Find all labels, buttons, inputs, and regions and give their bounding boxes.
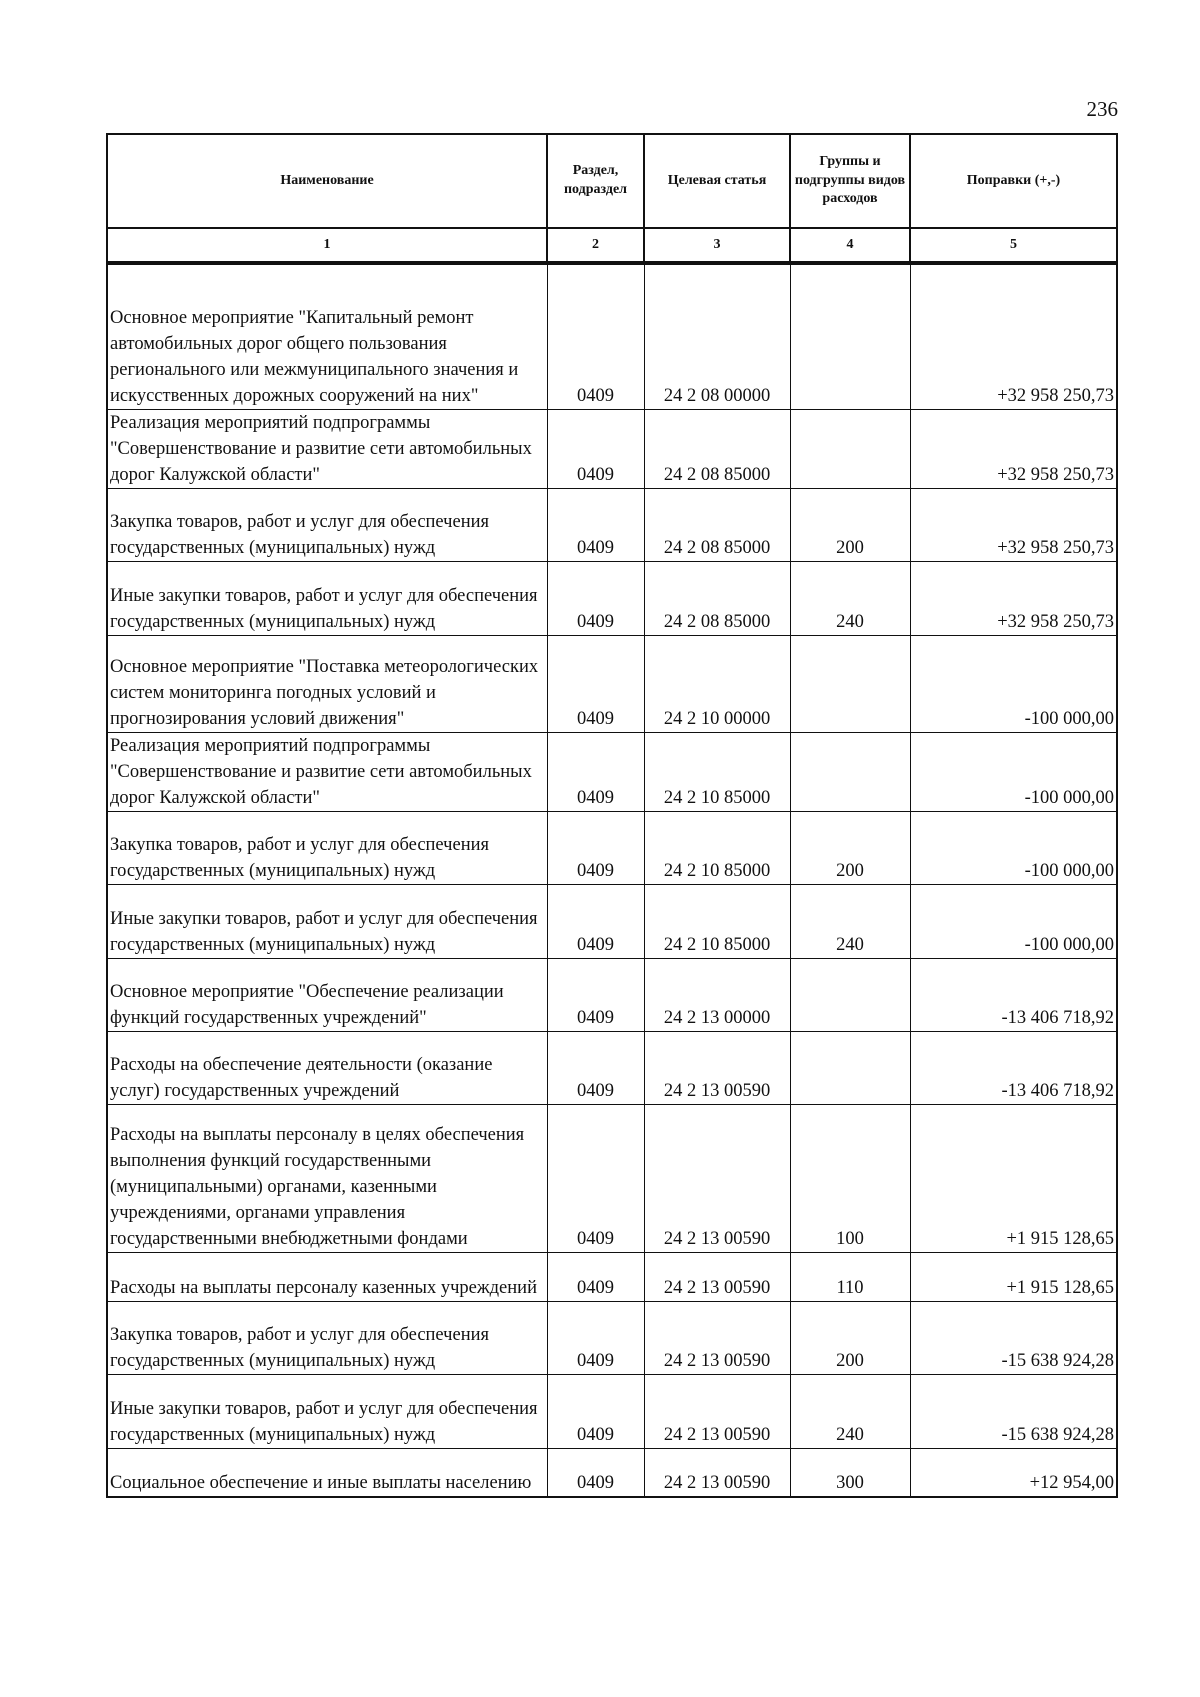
row-amount-cell: -15 638 924,28 [910,1301,1117,1374]
row-name-cell: Расходы на обеспечение деятельности (оказание услуг) государственных учреждений [107,1031,547,1104]
row-group-cell: 200 [790,1301,910,1374]
row-amount-cell: +32 958 250,73 [910,263,1117,409]
row-article-cell: 24 2 13 00590 [644,1104,790,1252]
table-row [107,1374,1117,1448]
row-group-cell: 240 [790,884,910,958]
row-name-cell: Закупка товаров, работ и услуг для обеспечения государственных (муниципальных) нужд [107,811,547,884]
row-section-cell: 0409 [547,263,644,409]
row-name-cell: Основное мероприятие "Капитальный ремонт автомобильных дорог общего пользования регионального или межмуниципального значения и искусственных дорожных сооружений на них" [107,263,547,409]
row-section-cell: 0409 [547,1448,644,1497]
row-group-cell [790,732,910,811]
header-amendments: Поправки (+,-) [910,134,1117,228]
row-section-cell: 0409 [547,884,644,958]
row-amount-cell: -13 406 718,92 [910,958,1117,1031]
row-section-cell: 0409 [547,409,644,488]
budget-amendments-table [106,133,1118,1498]
row-name-cell: Основное мероприятие "Поставка метеорологических систем мониторинга погодных условий и прогнозирования условий движения" [107,635,547,732]
row-name-cell: Иные закупки товаров, работ и услуг для обеспечения государственных (муниципальных) нужд [107,1374,547,1448]
row-name-cell: Социальное обеспечение и иные выплаты населению [107,1448,547,1497]
column-number: 5 [910,228,1117,263]
row-amount-cell: +12 954,00 [910,1448,1117,1497]
row-group-cell: 240 [790,561,910,635]
row-article-cell: 24 2 10 00000 [644,635,790,732]
row-article-cell: 24 2 08 85000 [644,561,790,635]
table-row [107,884,1117,958]
column-number-row [107,228,1117,263]
row-group-cell: 110 [790,1252,910,1301]
table-header-row [107,134,1117,228]
row-group-cell: 200 [790,811,910,884]
table-body [107,263,1117,1497]
row-name-cell: Иные закупки товаров, работ и услуг для обеспечения государственных (муниципальных) нужд [107,884,547,958]
row-name-cell: Основное мероприятие "Обеспечение реализации функций государственных учреждений" [107,958,547,1031]
row-section-cell: 0409 [547,732,644,811]
row-article-cell: 24 2 13 00000 [644,958,790,1031]
row-name-cell: Расходы на выплаты персоналу казенных учреждений [107,1252,547,1301]
table-row [107,488,1117,561]
row-group-cell [790,958,910,1031]
row-section-cell: 0409 [547,488,644,561]
table-row [107,811,1117,884]
table-row [107,263,1117,409]
row-section-cell: 0409 [547,1031,644,1104]
row-section-cell: 0409 [547,635,644,732]
header-target-article: Целевая статья [644,134,790,228]
column-number: 1 [107,228,547,263]
row-section-cell: 0409 [547,561,644,635]
row-name-cell: Закупка товаров, работ и услуг для обеспечения государственных (муниципальных) нужд [107,488,547,561]
header-expense-group: Группы и подгруппы видов расходов [790,134,910,228]
row-amount-cell: +1 915 128,65 [910,1104,1117,1252]
row-amount-cell: +1 915 128,65 [910,1252,1117,1301]
table-row [107,1252,1117,1301]
row-section-cell: 0409 [547,1301,644,1374]
row-section-cell: 0409 [547,1374,644,1448]
row-amount-cell: -15 638 924,28 [910,1374,1117,1448]
row-amount-cell: -100 000,00 [910,732,1117,811]
row-article-cell: 24 2 10 85000 [644,811,790,884]
row-name-cell: Иные закупки товаров, работ и услуг для обеспечения государственных (муниципальных) нужд [107,561,547,635]
row-group-cell [790,635,910,732]
table-row [107,635,1117,732]
table-row [107,1104,1117,1252]
table-row [107,1301,1117,1374]
row-section-cell: 0409 [547,811,644,884]
row-amount-cell: -100 000,00 [910,811,1117,884]
row-article-cell: 24 2 08 00000 [644,263,790,409]
row-name-cell: Расходы на выплаты персоналу в целях обеспечения выполнения функций государственными (муниципальными) органами, казенными учреждениями, органами управления государственными внебюджетными фондами [107,1104,547,1252]
row-group-cell: 300 [790,1448,910,1497]
row-article-cell: 24 2 13 00590 [644,1031,790,1104]
row-article-cell: 24 2 13 00590 [644,1252,790,1301]
row-article-cell: 24 2 08 85000 [644,488,790,561]
row-group-cell [790,1031,910,1104]
row-article-cell: 24 2 10 85000 [644,732,790,811]
column-number: 3 [644,228,790,263]
table-row [107,409,1117,488]
row-amount-cell: -100 000,00 [910,884,1117,958]
row-article-cell: 24 2 08 85000 [644,409,790,488]
table-row [107,561,1117,635]
row-article-cell: 24 2 13 00590 [644,1301,790,1374]
row-section-cell: 0409 [547,958,644,1031]
row-amount-cell: -100 000,00 [910,635,1117,732]
table-row [107,958,1117,1031]
table-row [107,732,1117,811]
row-name-cell: Реализация мероприятий подпрограммы "Совершенствование и развитие сети автомобильных дорог Калужской области" [107,732,547,811]
row-amount-cell: +32 958 250,73 [910,561,1117,635]
column-number: 2 [547,228,644,263]
row-article-cell: 24 2 13 00590 [644,1374,790,1448]
row-amount-cell: +32 958 250,73 [910,409,1117,488]
table-row [107,1031,1117,1104]
row-amount-cell: -13 406 718,92 [910,1031,1117,1104]
page-number: 236 [1086,97,1118,121]
header-name: Наименование [107,134,547,228]
row-article-cell: 24 2 13 00590 [644,1448,790,1497]
row-article-cell: 24 2 10 85000 [644,884,790,958]
row-group-cell [790,409,910,488]
row-name-cell: Реализация мероприятий подпрограммы "Совершенствование и развитие сети автомобильных дорог Калужской области" [107,409,547,488]
row-amount-cell: +32 958 250,73 [910,488,1117,561]
row-group-cell: 100 [790,1104,910,1252]
row-group-cell [790,263,910,409]
table-row [107,1448,1117,1497]
header-section: Раздел, подраздел [547,134,644,228]
column-number: 4 [790,228,910,263]
row-group-cell: 240 [790,1374,910,1448]
row-section-cell: 0409 [547,1252,644,1301]
row-name-cell: Закупка товаров, работ и услуг для обеспечения государственных (муниципальных) нужд [107,1301,547,1374]
row-group-cell: 200 [790,488,910,561]
row-section-cell: 0409 [547,1104,644,1252]
